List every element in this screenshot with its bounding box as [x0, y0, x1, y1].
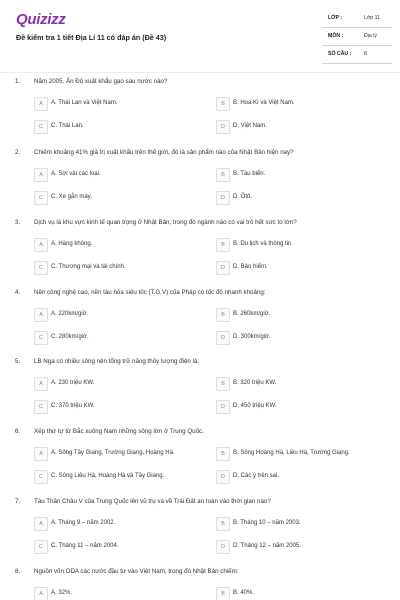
option-letter-box[interactable]: C: [34, 470, 48, 484]
option-letter-box[interactable]: A: [34, 168, 48, 182]
option-letter-box[interactable]: A: [34, 97, 48, 111]
option-text: C. Sông Liêu Hà, Hoàng Hà và Tây Giang.: [51, 473, 165, 479]
answer-option-a[interactable]: [34, 587, 204, 600]
option-text: C. Xe gắn máy.: [51, 194, 92, 200]
option-text: C. Tháng 11 – năm 2004.: [51, 543, 119, 549]
option-letter-box[interactable]: C: [34, 120, 48, 134]
question-text: Dịch vụ là khu vực kinh tế quan trọng ở Nhật Bản, trong đó ngành nào có vai trò hết sức to lớn?: [34, 219, 297, 226]
answer-option-a[interactable]: [34, 377, 204, 390]
question-number: 4.: [15, 289, 21, 296]
option-text: C. 280km/giờ.: [51, 334, 89, 340]
option-text: A. Sông Tây Giang, Trường Giang, Hoàng Hà.: [51, 450, 175, 456]
answer-option-c[interactable]: [34, 540, 204, 553]
question-text: Xếp thứ tự từ Bắc xuống Nam những sông lớn ở Trung Quốc.: [34, 428, 204, 435]
answer-option-d[interactable]: [216, 540, 386, 553]
option-text: A. 220km/giờ.: [51, 311, 89, 317]
answer-option-a[interactable]: [34, 97, 204, 110]
option-letter-box[interactable]: A: [34, 447, 48, 461]
answer-option-d[interactable]: [216, 331, 386, 344]
option-letter-box[interactable]: B: [216, 377, 230, 391]
question-text: Chiếm khoảng 41% giá trị xuất khẩu trên thế giới, đó là sản phẩm nào của Nhật Bản hiện nay?: [34, 149, 294, 156]
answer-option-b[interactable]: [216, 377, 386, 390]
option-text: C. Thái Lan.: [51, 123, 84, 129]
answer-option-c[interactable]: [34, 331, 204, 344]
option-text: B. Tàu biển.: [233, 171, 266, 177]
option-text: D. Các ý trên sai.: [233, 473, 280, 479]
answer-option-c[interactable]: [34, 120, 204, 133]
option-text: B. Hoa Kì và Việt Nam.: [233, 100, 295, 106]
answer-option-b[interactable]: [216, 238, 386, 251]
question-text: Tàu Thần Châu V của Trung Quốc lên vũ trụ và về Trái Đất an toàn vào thời gian nào?: [34, 498, 271, 505]
answer-option-b[interactable]: [216, 97, 386, 110]
option-letter-box[interactable]: A: [34, 517, 48, 531]
meta-value: Địa lý: [364, 33, 377, 39]
answer-option-a[interactable]: [34, 238, 204, 251]
option-text: B. Sông Hoàng Hà, Liêu Hà, Trường Giang.: [233, 450, 350, 456]
answer-option-d[interactable]: [216, 261, 386, 274]
question-item: [0, 78, 400, 144]
option-text: A. 32%.: [51, 590, 73, 596]
answer-option-a[interactable]: [34, 517, 204, 530]
quizizz-logo[interactable]: Quizizz: [16, 11, 66, 28]
option-letter-box[interactable]: D: [216, 470, 230, 484]
question-item: [0, 358, 400, 424]
meta-value: Lớp 11: [364, 15, 380, 21]
option-text: D. Bảo hiểm.: [233, 264, 268, 270]
option-letter-box[interactable]: B: [216, 517, 230, 531]
option-text: A. Hàng không.: [51, 241, 93, 247]
answer-option-b[interactable]: [216, 517, 386, 530]
answer-option-b[interactable]: [216, 587, 386, 600]
answer-option-b[interactable]: [216, 168, 386, 181]
option-letter-box[interactable]: A: [34, 308, 48, 322]
option-letter-box[interactable]: B: [216, 308, 230, 322]
question-text: Nguồn vốn ODA các nước đầu tư vào Việt Nam, trong đó Nhật Bản chiếm:: [34, 568, 239, 575]
option-letter-box[interactable]: D: [216, 191, 230, 205]
answer-option-c[interactable]: [34, 470, 204, 483]
answer-option-d[interactable]: [216, 191, 386, 204]
option-text: D. Việt Nam.: [233, 123, 267, 129]
option-letter-box[interactable]: C: [34, 540, 48, 554]
header-divider: [0, 72, 400, 73]
question-number: 6.: [15, 428, 21, 435]
question-text: Nền công nghệ cao, nền tàu hỏa siêu tốc (T.G.V) của Pháp có tốc độ nhanh khoảng:: [34, 289, 266, 296]
option-letter-box[interactable]: B: [216, 238, 230, 252]
question-number: 3.: [15, 219, 21, 226]
option-text: B. Tháng 10 – năm 2003.: [233, 520, 301, 526]
option-letter-box[interactable]: D: [216, 331, 230, 345]
question-item: [0, 289, 400, 355]
question-text: Năm 2005, Ấn Độ xuất khẩu gạo sau nước nào?: [34, 78, 168, 85]
answer-option-c[interactable]: [34, 400, 204, 413]
question-item: [0, 219, 400, 285]
question-number: 7.: [15, 498, 21, 505]
option-text: D. Tháng 12 – năm 2005.: [233, 543, 301, 549]
answer-option-a[interactable]: [34, 447, 204, 460]
option-text: A. Sợi vải các loại.: [51, 171, 101, 177]
option-text: D. 450 triệu KW.: [233, 403, 277, 409]
question-number: 1.: [15, 78, 21, 85]
option-text: C. Thương mại và tài chính.: [51, 264, 126, 270]
answer-option-b[interactable]: [216, 308, 386, 321]
answer-option-c[interactable]: [34, 261, 204, 274]
option-text: B. Du lịch và thông tin.: [233, 241, 294, 247]
question-item: [0, 498, 400, 564]
worksheet-header: [0, 0, 400, 72]
option-letter-box[interactable]: A: [34, 377, 48, 391]
option-letter-box[interactable]: D: [216, 120, 230, 134]
question-number: 2.: [15, 149, 21, 156]
option-letter-box[interactable]: C: [34, 331, 48, 345]
question-item: [0, 428, 400, 494]
option-letter-box[interactable]: B: [216, 447, 230, 461]
meta-row-class: [322, 10, 392, 28]
option-letter-box[interactable]: A: [34, 587, 48, 600]
option-letter-box[interactable]: C: [34, 400, 48, 414]
question-text: LB Nga có nhiều sông nên tổng trữ năng thủy lượng điện là:: [34, 358, 200, 365]
answer-option-c[interactable]: [34, 191, 204, 204]
worksheet-title: Đề kiểm tra 1 tiết Địa Lí 11 có đáp án (Đề 43): [16, 33, 167, 42]
meta-label: MÔN :: [328, 33, 344, 39]
option-letter-box[interactable]: D: [216, 540, 230, 554]
question-number: 8.: [15, 568, 21, 575]
answer-option-d[interactable]: [216, 400, 386, 413]
option-letter-box[interactable]: D: [216, 261, 230, 275]
option-text: A. Tháng 9 – năm 2002.: [51, 520, 116, 526]
answer-option-a[interactable]: [34, 168, 204, 181]
meta-box: [322, 10, 392, 64]
answer-option-a[interactable]: [34, 308, 204, 321]
question-item: [0, 149, 400, 215]
answer-option-d[interactable]: [216, 470, 386, 483]
option-text: A. Thái Lan và Việt Nam.: [51, 100, 118, 106]
option-text: A. 230 triệu KW.: [51, 380, 95, 386]
answer-option-b[interactable]: [216, 447, 386, 460]
option-letter-box[interactable]: B: [216, 168, 230, 182]
meta-label: LỚP :: [328, 15, 343, 21]
option-text: D. 300km/giờ.: [233, 334, 271, 340]
meta-label: SỐ CÂU :: [328, 51, 352, 57]
option-text: D. Ôtô.: [233, 194, 253, 200]
option-text: C. 370 triệu KW.: [51, 403, 95, 409]
answer-option-d[interactable]: [216, 120, 386, 133]
meta-row-subject: [322, 28, 392, 46]
option-text: B. 260km/giờ.: [233, 311, 271, 317]
option-letter-box[interactable]: D: [216, 400, 230, 414]
meta-value: 8: [364, 51, 367, 57]
option-letter-box[interactable]: B: [216, 97, 230, 111]
option-letter-box[interactable]: B: [216, 587, 230, 600]
option-letter-box[interactable]: C: [34, 261, 48, 275]
option-letter-box[interactable]: A: [34, 238, 48, 252]
option-text: B. 320 triệu KW.: [233, 380, 277, 386]
meta-row-question-count: [322, 46, 392, 64]
option-text: B. 40%.: [233, 590, 255, 596]
question-number: 5.: [15, 358, 21, 365]
question-item: [0, 568, 400, 600]
option-letter-box[interactable]: C: [34, 191, 48, 205]
